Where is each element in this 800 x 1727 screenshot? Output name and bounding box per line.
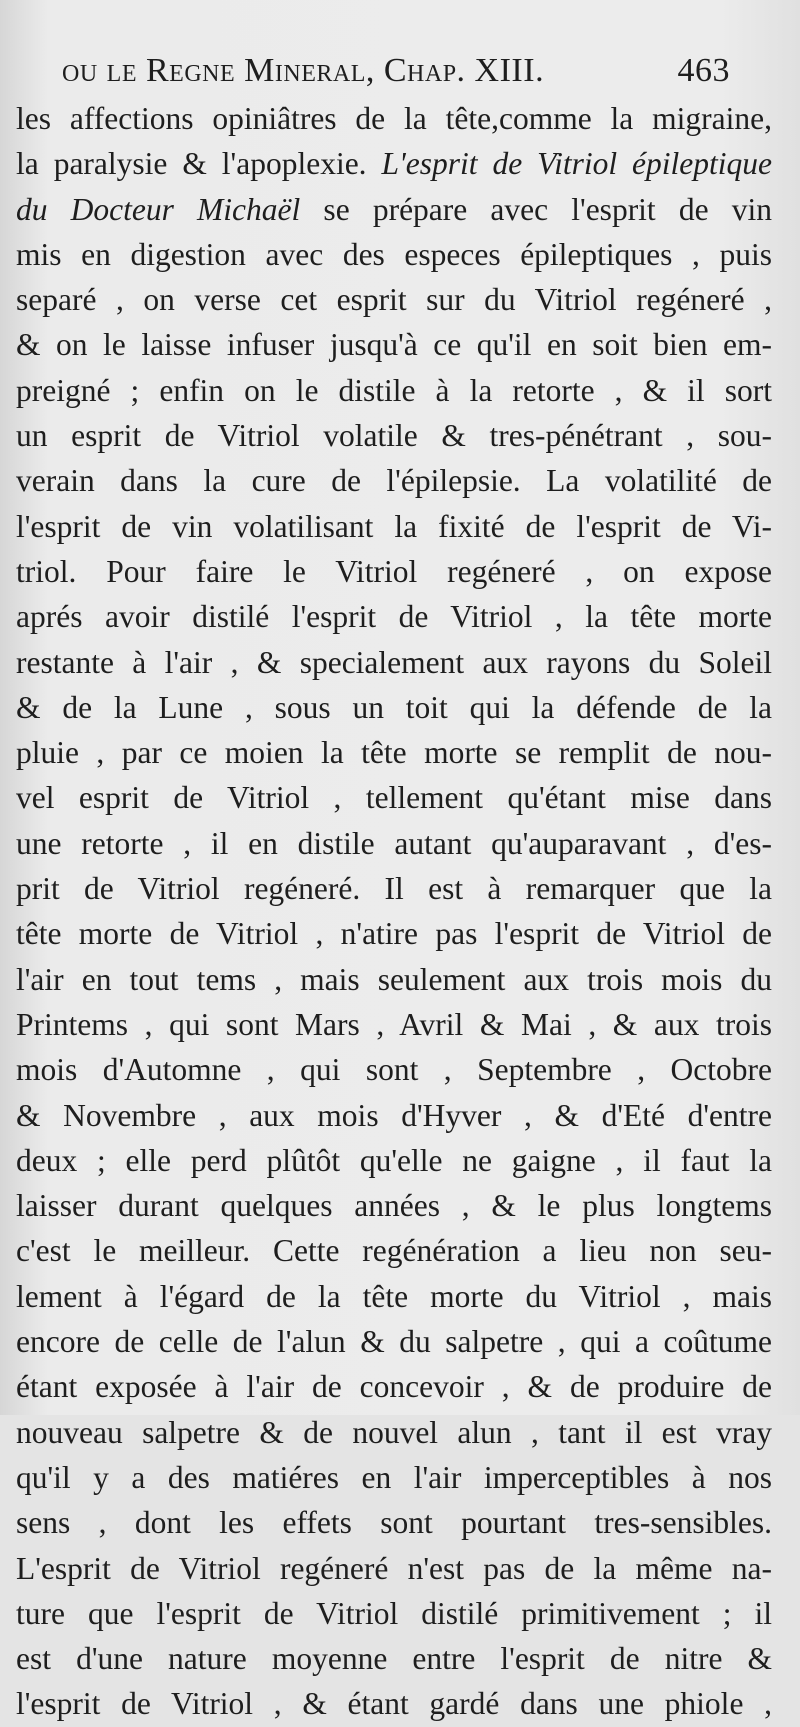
text-line (16, 1455, 772, 1500)
text-line (16, 685, 772, 730)
text-line (16, 504, 772, 549)
text-segment: ture que l'esprit de Vitriol distilé primitivement ; il (16, 1595, 772, 1631)
text-segment: Printems , qui sont Mars , Avril & Mai , & aux trois (16, 1006, 772, 1042)
text-line (16, 594, 772, 639)
text-segment: l'esprit de Vitriol , & étant gardé dans une phiole , (16, 1686, 772, 1722)
text-segment: & Novembre , aux mois d'Hyver , & d'Eté d'entre (16, 1097, 772, 1133)
text-line (16, 821, 772, 866)
text-line (16, 1228, 772, 1273)
text-line (16, 957, 772, 1002)
text-segment: est d'une nature moyenne entre l'esprit de nitre & (16, 1641, 772, 1677)
text-line (16, 96, 772, 141)
text-segment: laisser durant quelques années , & le plus longtems (16, 1188, 772, 1224)
text-segment: restante à l'air , & specialement aux rayons du Soleil (16, 644, 772, 680)
text-line (16, 1093, 772, 1138)
text-segment: separé , on verse cet esprit sur du Vitriol regéneré , (16, 282, 772, 318)
body-text (16, 96, 772, 1727)
text-segment: les affections opiniâtres de la tête,comme la migraine, (16, 101, 772, 136)
text-line (16, 911, 772, 956)
text-segment: se prépare avec l'esprit de vin (300, 191, 772, 227)
text-segment: vel esprit de Vitriol , tellement qu'étant mise dans (16, 780, 772, 816)
text-line (16, 1319, 772, 1364)
text-line (16, 1364, 772, 1409)
text-segment: deux ; elle perd plûtôt qu'elle ne gaigne , il faut la (16, 1142, 772, 1178)
text-segment: L'esprit de Vitriol épileptique (381, 146, 772, 182)
page-header (62, 52, 730, 96)
text-segment: triol. Pour faire le Vitriol regéneré , on expose (16, 553, 772, 589)
text-line (16, 1002, 772, 1047)
text-line (16, 640, 772, 685)
text-line (16, 368, 772, 413)
text-line (16, 1410, 772, 1455)
text-segment: nouveau salpetre & de nouvel alun , tant il est vray (16, 1414, 772, 1450)
text-line (16, 1274, 772, 1319)
text-line (16, 277, 772, 322)
text-line (16, 730, 772, 775)
text-segment: une retorte , il en distile autant qu'auparavant , d'es- (16, 825, 772, 861)
text-line (16, 1636, 772, 1681)
text-segment: c'est le meilleur. Cette regénération a lieu non seu- (16, 1233, 772, 1269)
text-segment: sens , dont les effets sont pourtant tres-sensibles. (16, 1505, 772, 1541)
text-segment: L'esprit de Vitriol regéneré n'est pas de la même na- (16, 1550, 772, 1586)
text-line (16, 413, 772, 458)
text-segment: l'esprit de vin volatilisant la fixité de l'esprit de Vi- (16, 508, 772, 544)
text-segment: pluie , par ce moien la tête morte se remplit de nou- (16, 735, 772, 771)
text-segment: mois d'Automne , qui sont , Septembre , Octobre (16, 1052, 772, 1088)
text-segment: qu'il y a des matiéres en l'air imperceptibles à nos (16, 1459, 772, 1495)
text-line (16, 141, 772, 186)
text-line (16, 322, 772, 367)
text-line (16, 1138, 772, 1183)
text-segment: du Docteur Michaël (16, 191, 301, 227)
text-line (16, 1546, 772, 1591)
text-line (16, 549, 772, 594)
text-segment: encore de celle de l'alun & du salpetre , qui a coûtume (16, 1324, 772, 1360)
text-segment: aprés avoir distilé l'esprit de Vitriol , la tête morte (16, 599, 772, 635)
text-line (16, 775, 772, 820)
text-segment: & on le laisse infuser jusqu'à ce qu'il en soit bien em- (16, 327, 772, 363)
text-segment: tête morte de Vitriol , n'atire pas l'esprit de Vitriol de (16, 916, 772, 952)
text-segment: un esprit de Vitriol volatile & tres-pénétrant , sou- (16, 418, 772, 454)
text-line (16, 1591, 772, 1636)
text-segment: preigné ; enfin on le distile à la retorte , & il sort (16, 372, 772, 408)
text-segment: lement à l'égard de la tête morte du Vitriol , mais (16, 1278, 772, 1314)
text-segment: la paralysie & l'apoplexie. (16, 146, 382, 182)
text-line (16, 1500, 772, 1545)
text-segment: étant exposée à l'air de concevoir , & de produire de (16, 1369, 772, 1405)
text-segment: & de la Lune , sous un toit qui la défende de la (16, 689, 772, 725)
text-line (16, 187, 772, 232)
text-line (16, 1047, 772, 1092)
text-line (16, 232, 772, 277)
text-segment: l'air en tout tems , mais seulement aux trois mois du (16, 961, 772, 997)
text-segment: verain dans la cure de l'épilepsie. La volatilité de (16, 463, 772, 499)
text-line (16, 1183, 772, 1228)
text-line (16, 866, 772, 911)
text-line (16, 1681, 772, 1726)
running-head: ou le Regne Mineral, Chap. XIII. (62, 52, 545, 89)
text-segment: mis en digestion avec des especes épileptiques , puis (16, 236, 772, 272)
text-line (16, 458, 772, 503)
text-segment: prit de Vitriol regéneré. Il est à remarquer que la (16, 871, 772, 907)
page-number: 463 (677, 52, 730, 89)
